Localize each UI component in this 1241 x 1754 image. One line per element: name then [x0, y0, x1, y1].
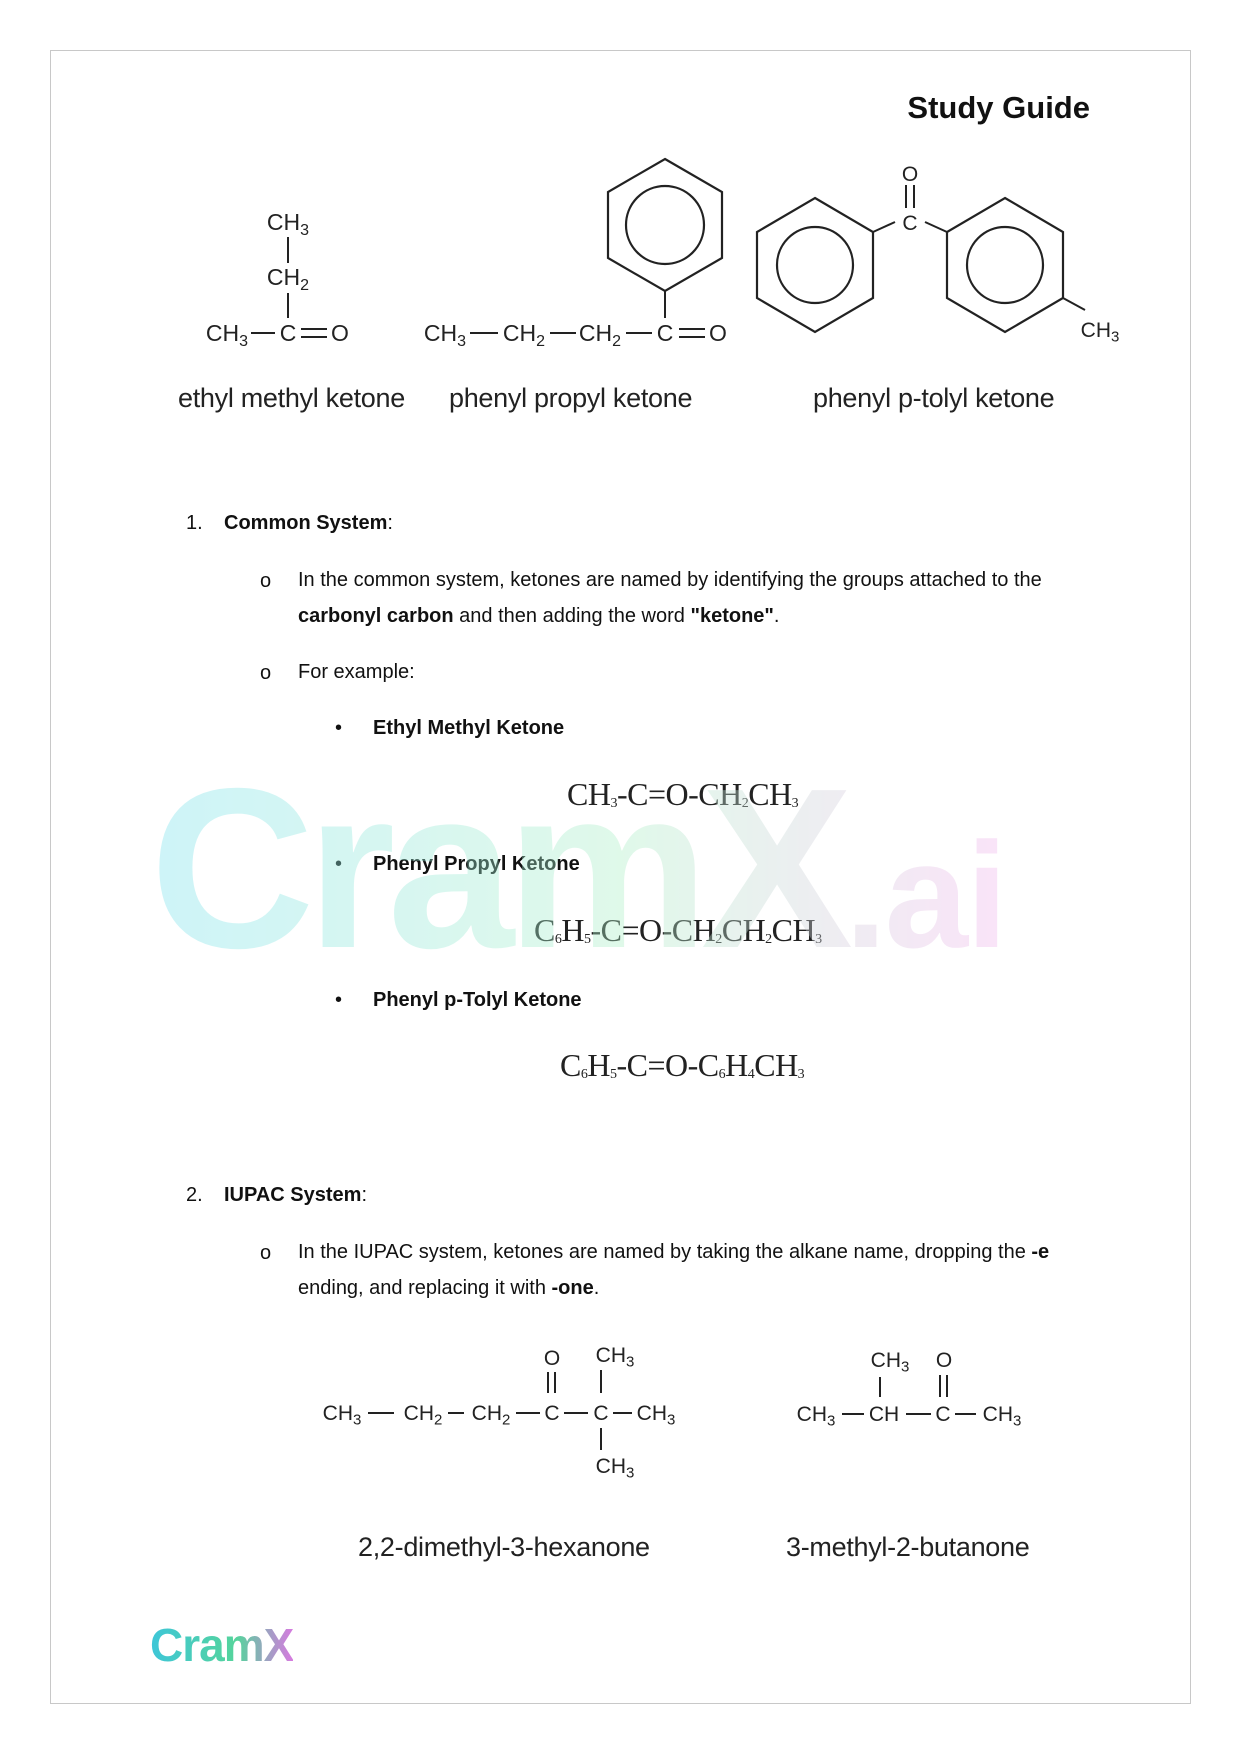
example3-bullet: •	[335, 989, 343, 1011]
ptk-oxygen: O	[901, 163, 919, 186]
emk-ch3-top: $CH_3$	[266, 209, 310, 240]
cramx-logo: CramX	[150, 1619, 294, 1671]
section1-item1-marker: o	[260, 570, 272, 592]
section2-item1-text: In the IUPAC system, ketones are named by taking the alkane name, dropping the -e ending, and replacing it with -one.	[298, 1241, 1050, 1299]
toluene-ring-icon	[947, 198, 1063, 332]
caption-methyl-butanone: 3-methyl-2-butanone	[786, 1532, 1030, 1562]
hex-oxygen: O	[543, 1347, 561, 1370]
ptk-ch3: $CH_3$	[1080, 319, 1120, 346]
example2-bullet: •	[335, 853, 343, 875]
section1-item1-text: In the common system, ketones are named by identifying the groups attached to the carbonyl carbon and then adding the word "ketone".	[298, 569, 1042, 627]
hex-ch2-a: $CH_2$	[403, 1402, 443, 1429]
hex-ch2-b: $CH_2$	[471, 1402, 511, 1429]
hex-ch3-top: $CH_3$	[595, 1344, 635, 1371]
section1-item2-marker: o	[260, 662, 272, 684]
example2-formula: $C_6H_5-C=O-CH_2CH_2CH_3$	[534, 912, 822, 948]
ppk-ch2-b: $CH_2$	[578, 320, 622, 351]
emk-ch2: $CH_2$	[266, 264, 310, 295]
ptk-carbon: C	[902, 212, 918, 235]
emk-oxygen: O	[331, 320, 349, 346]
page-title: Study Guide	[907, 90, 1090, 125]
section1-heading-line: Common System:	[224, 512, 393, 534]
ppk-carbon: C	[656, 320, 674, 346]
example3-name: Phenyl p-Tolyl Ketone	[373, 989, 582, 1011]
but-ch3-top: $CH_3$	[870, 1349, 910, 1376]
ppk-ch3: $CH_3$	[423, 320, 467, 351]
phenyl-p-tolyl-ketone-structure	[755, 160, 1135, 350]
but-ch: CH	[868, 1403, 900, 1426]
section2-number: 2.	[186, 1184, 203, 1206]
example2-name: Phenyl Propyl Ketone	[373, 853, 580, 875]
caption-dimethyl-hexanone: 2,2-dimethyl-3-hexanone	[358, 1532, 650, 1562]
emk-carbon: C	[279, 320, 297, 346]
section1-item2-text: For example:	[298, 661, 415, 683]
caption-phenyl-p-tolyl-ketone: phenyl p-tolyl ketone	[813, 383, 1055, 413]
benzene-ring-icon	[757, 198, 873, 332]
dimethyl-hexanone-structure	[320, 1340, 700, 1485]
hex-carbon-2: C	[593, 1402, 609, 1425]
phenyl-propyl-ketone-structure	[420, 155, 740, 355]
hex-ch3-right: $CH_3$	[636, 1402, 676, 1429]
hex-carbon-1: C	[544, 1402, 560, 1425]
but-ch3-left: $CH_3$	[796, 1403, 836, 1430]
section1-heading: Common System	[224, 512, 388, 534]
but-oxygen: O	[935, 1349, 953, 1372]
hex-ch3: $CH_3$	[322, 1402, 362, 1429]
example3-formula: $C_6H_5-C=O-C_6H_4CH_3$	[560, 1047, 805, 1083]
but-carbon: C	[935, 1403, 951, 1426]
example1-name: Ethyl Methyl Ketone	[373, 717, 565, 739]
ppk-oxygen: O	[709, 320, 727, 346]
caption-phenyl-propyl-ketone: phenyl propyl ketone	[449, 383, 693, 413]
emk-ch3-left: $CH_3$	[205, 320, 249, 351]
ppk-ch2-a: $CH_2$	[502, 320, 546, 351]
section2-heading: IUPAC System	[224, 1184, 362, 1206]
section1-number: 1.	[186, 512, 203, 534]
caption-ethyl-methyl-ketone: ethyl methyl ketone	[178, 383, 405, 413]
methyl-butanone-structure	[792, 1345, 1042, 1445]
cramx-watermark: CramX.ai	[150, 742, 1006, 996]
section2-heading-line: IUPAC System:	[224, 1184, 368, 1206]
example1-formula: $CH_3-C=O-CH_2CH_3$	[567, 776, 799, 812]
example1-bullet: •	[335, 717, 343, 739]
but-ch3-right: $CH_3$	[982, 1403, 1022, 1430]
hex-ch3-bottom: $CH_3$	[595, 1455, 635, 1482]
section2-item1-marker: o	[260, 1242, 272, 1264]
ethyl-methyl-ketone-structure	[205, 205, 385, 355]
